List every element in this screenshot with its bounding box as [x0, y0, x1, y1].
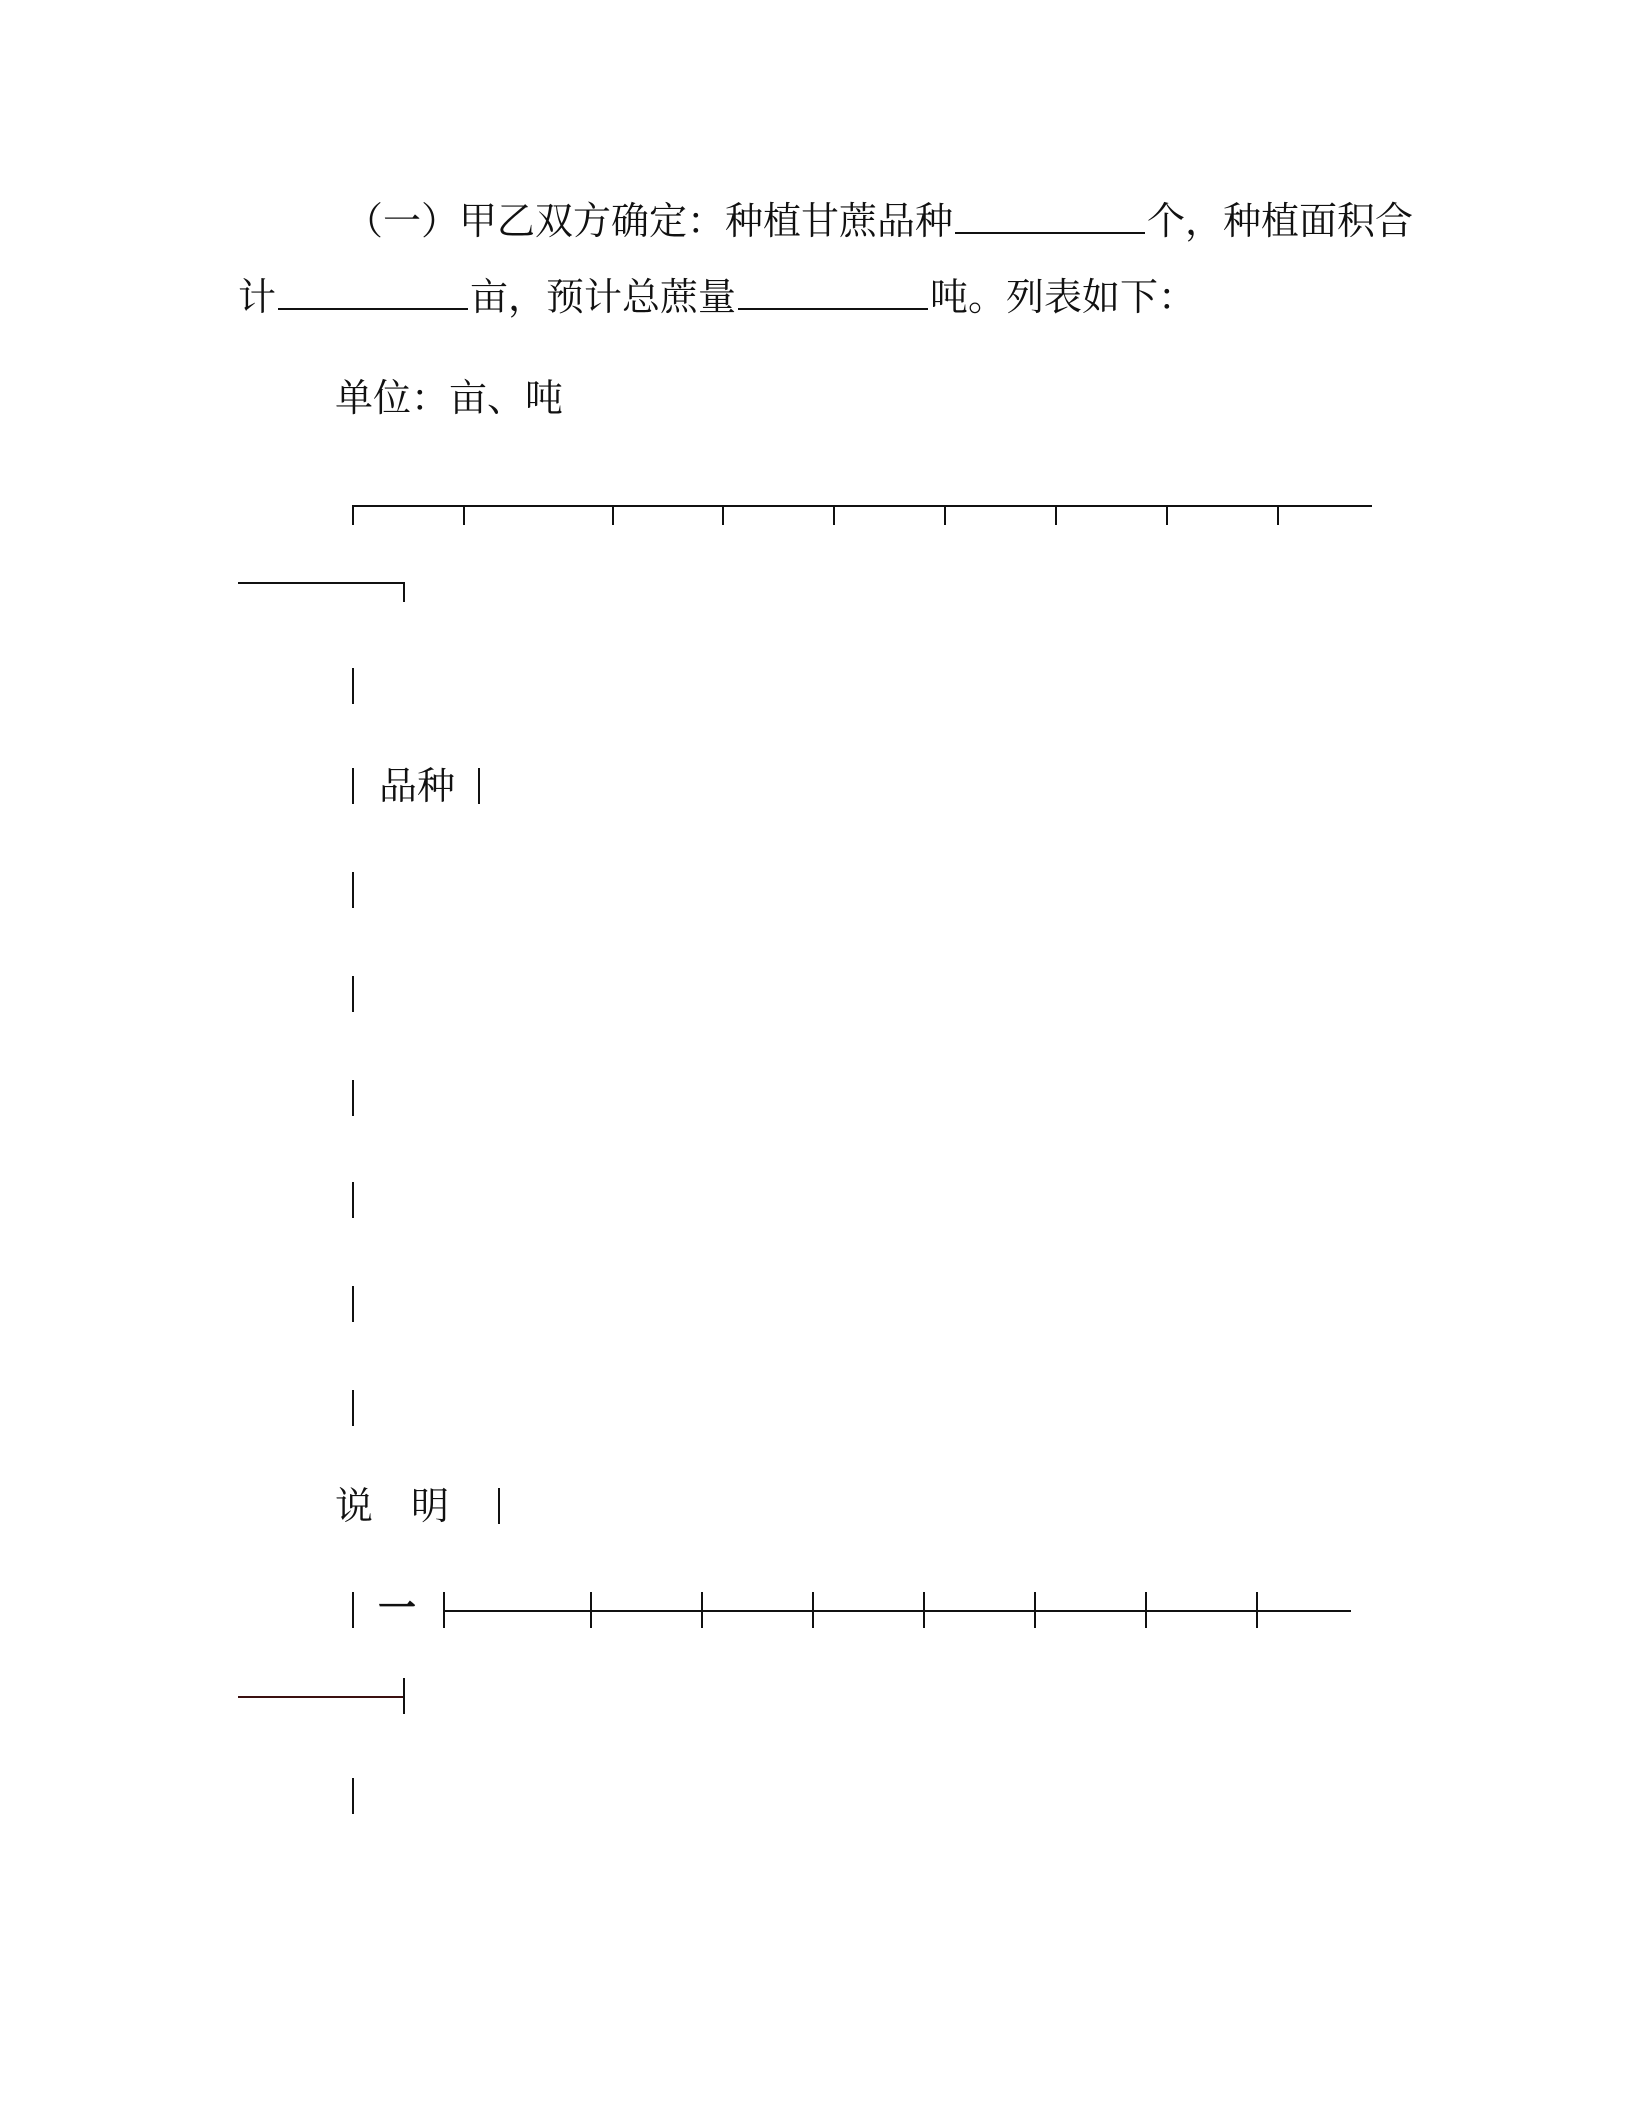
table-left-border	[352, 1778, 354, 1814]
paragraph-text: 计	[238, 275, 277, 319]
table-left-border	[352, 1080, 354, 1116]
table-tick	[833, 505, 835, 525]
table-left-border	[352, 872, 354, 908]
table-tick	[1034, 1592, 1036, 1628]
table-tick	[722, 505, 724, 525]
unit-label: 单位：亩、吨	[335, 376, 564, 420]
paragraph-text: 亩，预计总蔗量	[470, 275, 737, 319]
blank-field-area[interactable]	[278, 272, 468, 310]
table-tick	[1277, 505, 1279, 525]
paragraph-text: （一）甲乙双方确定：种植甘蔗品种	[345, 199, 954, 243]
table-tick	[812, 1592, 814, 1628]
table-continuation-rule	[238, 1696, 404, 1698]
variety-header: 品种	[379, 764, 456, 808]
table-left-border	[352, 668, 354, 704]
table-continuation-rule	[238, 582, 404, 584]
table-tick	[403, 582, 405, 602]
table-tick	[590, 1592, 592, 1628]
table-tick	[612, 505, 614, 525]
table-tick	[352, 505, 354, 525]
blank-field-variety-count[interactable]	[955, 196, 1145, 234]
table-tick	[923, 1592, 925, 1628]
table-left-border	[352, 1390, 354, 1426]
table-tick	[1145, 1592, 1147, 1628]
table-column-border	[498, 1488, 500, 1524]
table-tick	[944, 505, 946, 525]
table-tick	[1166, 505, 1168, 525]
paragraph-text: 吨。列表如下：	[930, 275, 1197, 319]
note-header: 说 明	[335, 1484, 450, 1528]
table-column-border	[478, 768, 480, 804]
table-bottom-rule	[443, 1610, 1351, 1612]
blank-field-total-yield[interactable]	[738, 272, 928, 310]
table-left-border	[352, 976, 354, 1012]
table-left-border	[352, 768, 354, 804]
table-tick	[403, 1678, 405, 1714]
paragraph-text: 个，种植面积合	[1147, 199, 1414, 243]
table-tick	[463, 505, 465, 525]
table-tick	[1256, 1592, 1258, 1628]
paragraph-line-2	[238, 272, 1196, 321]
paragraph-line-1	[345, 196, 1413, 245]
table-tick	[1055, 505, 1057, 525]
table-left-border	[352, 1182, 354, 1218]
table-tick	[701, 1592, 703, 1628]
table-top-rule	[352, 505, 1372, 507]
dash-cell: 一	[378, 1586, 417, 1630]
table-left-border	[352, 1286, 354, 1322]
table-left-border	[352, 1592, 354, 1628]
